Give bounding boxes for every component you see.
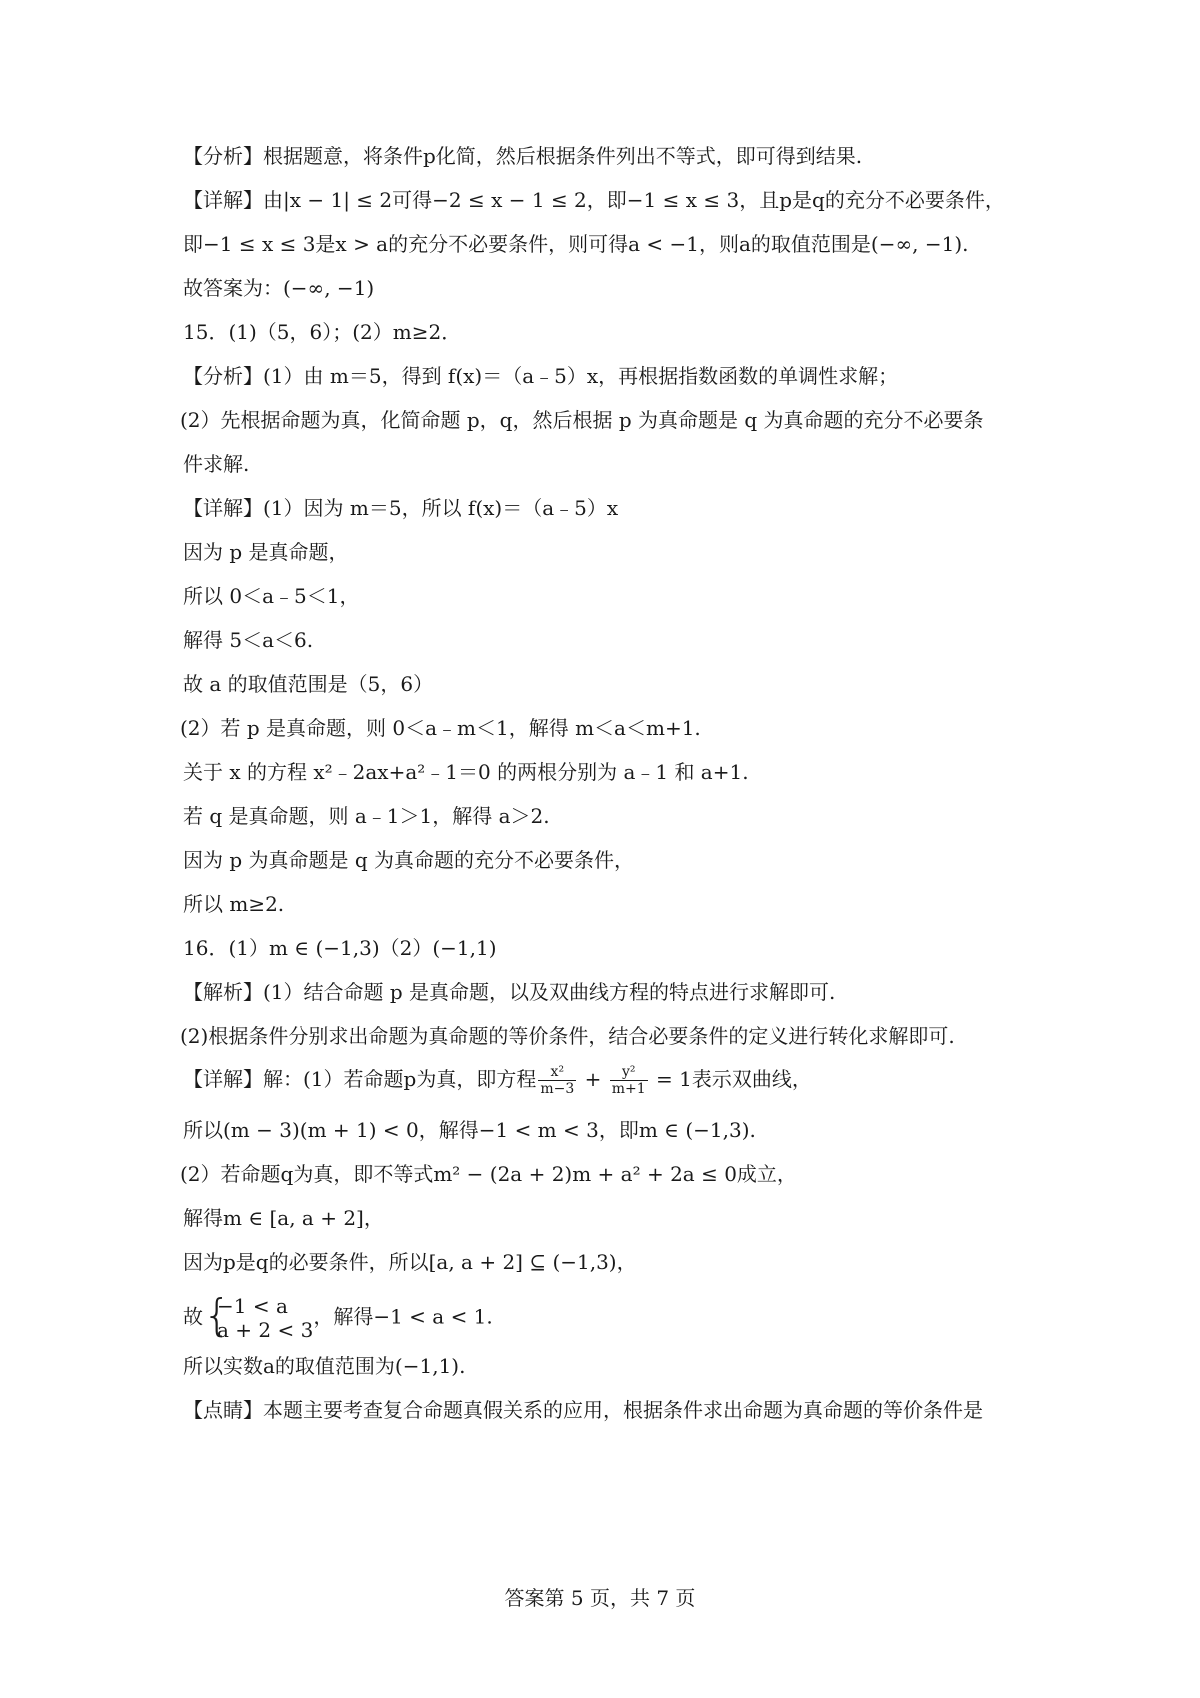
detail-16-line3: (2）若命题q为真，即不等式m² − (2a + 2)m + a² + 2a ≤ 0成立， — [180, 1162, 797, 1186]
answer-15: 15．(1)（5，6）；(2）m≥2． — [183, 320, 462, 344]
analysis-16-line1: 【解析】(1）结合命题 p 是真命题，以及双曲线方程的特点进行求解即可. — [183, 980, 836, 1004]
analysis-16-line2: (2)根据条件分别求出命题为真命题的等价条件，结合必要条件的定义进行转化求解即可. — [180, 1024, 955, 1048]
system-row-1: −1 < a — [217, 1294, 288, 1318]
detail-16-line2: 所以(m − 3)(m + 1) < 0，解得−1 < m < 3，即m ∈ (−1,3). — [183, 1118, 756, 1142]
detail-15-line2: 因为 p 是真命题， — [183, 540, 349, 564]
detail-16-line6: 所以实数a的取值范围为(−1,1). — [183, 1354, 466, 1378]
analysis-15-line3: 件求解. — [183, 452, 250, 476]
system-suffix: ，解得−1 < a < 1. — [313, 1304, 493, 1329]
detail-15-line10: 所以 m≥2. — [183, 892, 285, 916]
detail-16-system-line — [183, 1290, 493, 1342]
system-prefix: 故 — [183, 1304, 203, 1329]
page-footer: 答案第 5 页，共 7 页 — [504, 1586, 696, 1610]
detail-15-line7: 关于 x 的方程 x²﹣2ax+a²﹣1＝0 的两根分别为 a﹣1 和 a+1. — [183, 760, 749, 784]
detail-16-equation-line — [183, 1064, 812, 1097]
answer-16: 16．(1）m ∈ (−1,3)（2）(−1,1) — [183, 936, 497, 960]
detail-15-line9: 因为 p 为真命题是 q 为真命题的充分不必要条件， — [183, 848, 635, 872]
analysis-15-line2: (2）先根据命题为真，化简命题 p，q，然后根据 p 为真命题是 q 为真命题的充分不必要条 — [180, 408, 984, 432]
system-row-2: a + 2 < 3 — [217, 1318, 314, 1342]
detail-14-line2: 即−1 ≤ x ≤ 3是x > a的充分不必要条件，则可得a < −1，则a的取值范围是(−∞, −1). — [183, 232, 969, 256]
fraction-y-numerator: y² — [610, 1064, 648, 1081]
fraction-x-numerator: x² — [538, 1064, 576, 1081]
detail-16-line5: 因为p是q的必要条件，所以[a, a + 2] ⊆ (−1,3)， — [183, 1250, 637, 1274]
detail-15-line8: 若 q 是真命题，则 a﹣1＞1，解得 a＞2. — [183, 804, 550, 828]
fraction-y-denominator: m+1 — [611, 1081, 646, 1097]
detail-15-line4: 解得 5＜a＜6. — [183, 628, 314, 652]
detail-16-line4: 解得m ∈ [a, a + 2]， — [183, 1206, 384, 1230]
fraction-x — [538, 1064, 576, 1097]
equation-plus: + — [578, 1067, 608, 1091]
left-brace: { — [203, 1290, 231, 1341]
inequality-system — [203, 1290, 314, 1342]
detail-14-line1: 【详解】由|x − 1| ≤ 2可得−2 ≤ x − 1 ≤ 2，即−1 ≤ x ≤ 3，且p是q的充分不必要条件， — [183, 188, 1005, 212]
equation-suffix: = 1表示双曲线， — [649, 1067, 812, 1091]
answer-14: 故答案为：(−∞, −1) — [183, 276, 375, 300]
fraction-y — [610, 1064, 648, 1097]
comment-16: 【点睛】本题主要考查复合命题真假关系的应用，根据条件求出命题为真命题的等价条件是 — [183, 1398, 983, 1422]
analysis-15-line1: 【分析】(1）由 m＝5，得到 f(x)＝（a﹣5）x，再根据指数函数的单调性求解； — [183, 364, 899, 388]
equation-prefix: 【详解】解：(1）若命题p为真，即方程 — [183, 1067, 537, 1091]
detail-15-line3: 所以 0＜a﹣5＜1， — [183, 584, 360, 608]
detail-15-line6: (2）若 p 是真命题，则 0＜a﹣m＜1，解得 m＜a＜m+1. — [180, 716, 701, 740]
analysis-14: 【分析】根据题意，将条件p化简，然后根据条件列出不等式，即可得到结果. — [183, 144, 863, 168]
detail-15-line5: 故 a 的取值范围是（5，6） — [183, 672, 434, 696]
fraction-x-denominator: m−3 — [540, 1081, 575, 1097]
detail-15-line1: 【详解】(1）因为 m＝5，所以 f(x)＝（a﹣5）x — [183, 496, 619, 520]
